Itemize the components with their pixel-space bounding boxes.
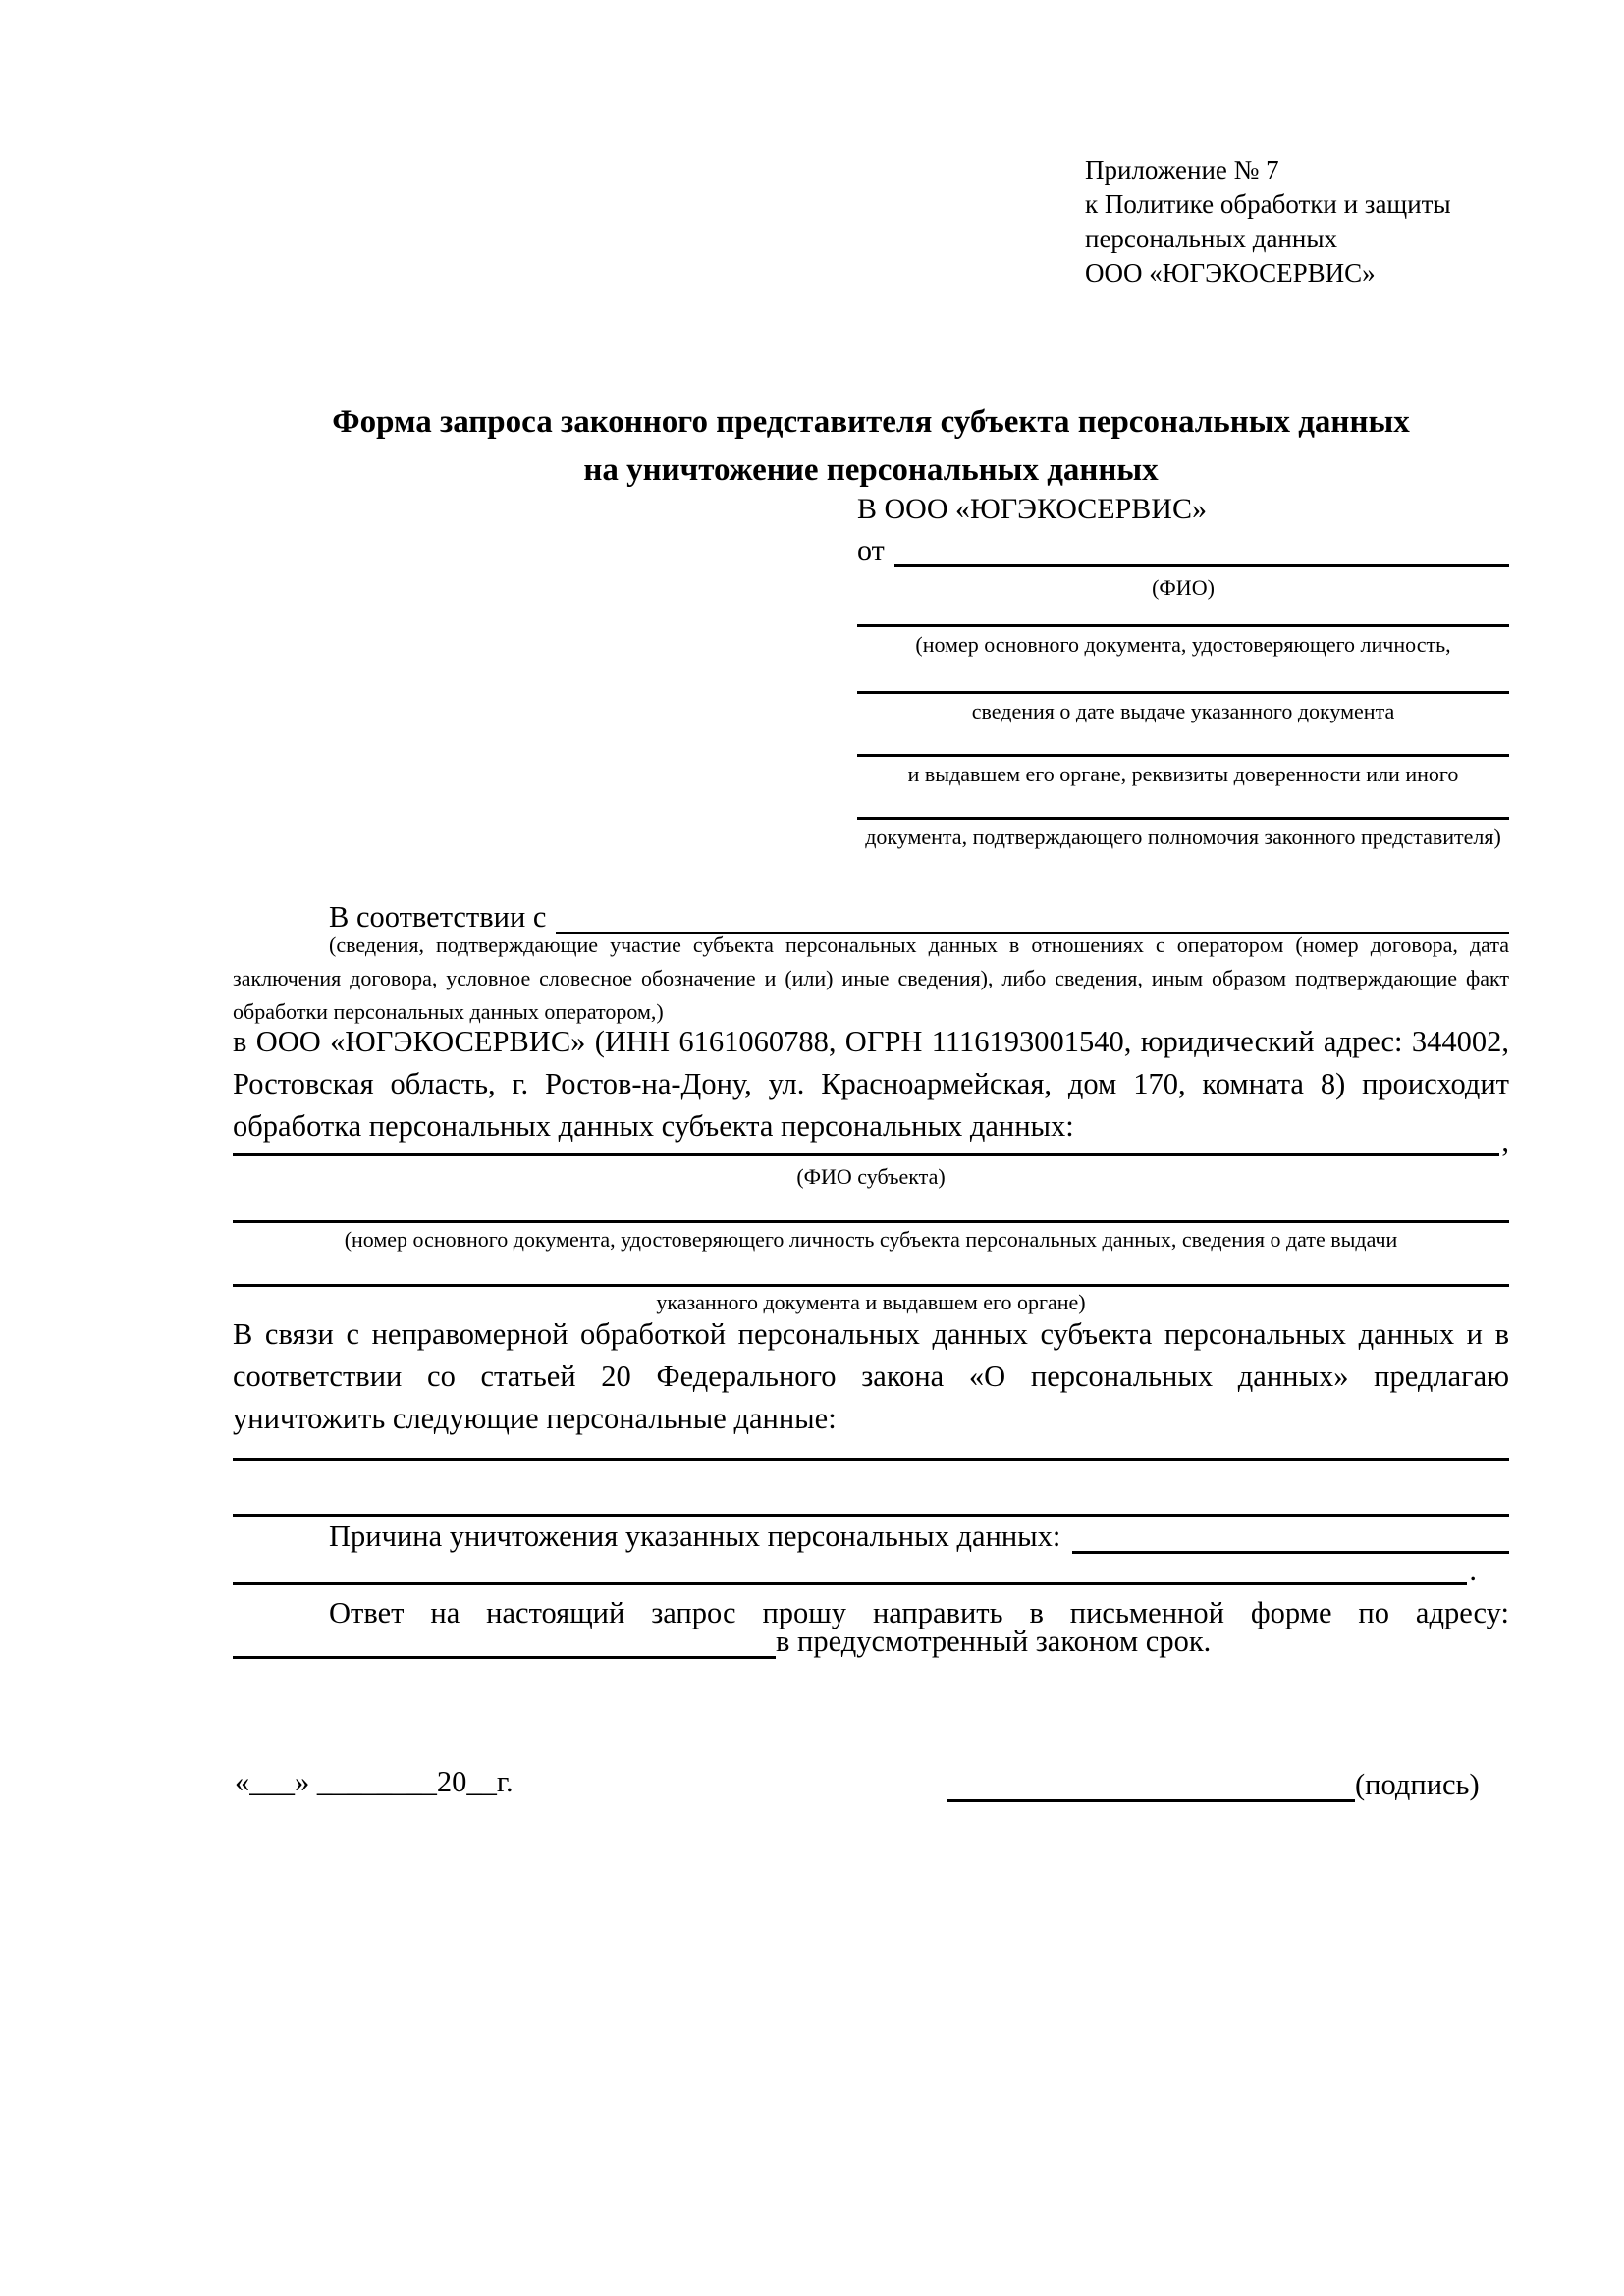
subject-doc-fill-line-2	[233, 1247, 1509, 1287]
reason-fill-line-2	[233, 1582, 1467, 1585]
rep-doc-caption-1: (номер основного документа, удостоверяющего личность,	[915, 632, 1451, 657]
reason-label: Причина уничтожения указанных персональных данных:	[329, 1520, 1061, 1553]
page-title	[233, 399, 1509, 495]
rep-doc-fill-line-1	[857, 589, 1509, 627]
subject-fio-fill-line	[233, 1153, 1499, 1156]
appendix-header	[1085, 153, 1451, 291]
subject-fio-row	[233, 1119, 1509, 1156]
fio-fill-line	[894, 564, 1509, 567]
rep-doc-fill-line-2	[857, 656, 1509, 694]
appendix-header-line: ООО «ЮГЭКОСЕРВИС»	[1085, 258, 1376, 288]
subject-doc-fill-line-1	[233, 1183, 1509, 1223]
signature-fill-line	[947, 1799, 1355, 1802]
appendix-header-line: к Политике обработки и защиты	[1085, 189, 1451, 219]
page-title-line-1: Форма запроса законного представителя субъекта персональных данных	[332, 404, 1410, 440]
reason-period: .	[1469, 1554, 1477, 1587]
rep-doc-fill-line-4	[857, 781, 1509, 820]
rep-doc-caption-3: и выдавшем его органе, реквизиты доверенности или иного	[907, 762, 1459, 786]
appendix-header-line: Приложение № 7	[1085, 155, 1279, 185]
from-label: от	[857, 534, 885, 566]
subject-line-comma: ,	[1501, 1125, 1509, 1158]
operator-paragraph: в ООО «ЮГЭКОСЕРВИС» (ИНН 6161060788, ОГРН 1116193001540, юридический адрес: 344002, Ростовская область, г. Ростов-на-Дону, ул. Красноармейская, дом 170, комната 8) происходит обработка персональных данных субъекта персональных данных:	[233, 1025, 1509, 1143]
reply-address-row	[233, 1622, 1211, 1659]
reply-tail: в предусмотренный законом срок.	[776, 1625, 1212, 1658]
appendix-header-line: персональных данных	[1085, 224, 1337, 253]
subject-fio-caption: (ФИО субъекта)	[796, 1164, 946, 1189]
reply-sentence: Ответ на настоящий запрос прошу направить в письменной форме по адресу:	[329, 1596, 1509, 1629]
subject-doc-caption-2: указанного документа и выдавшем его органе)	[656, 1290, 1086, 1314]
date-line: «___» ________20__г.	[235, 1765, 514, 1798]
page-title-line-2: на уничтожение персональных данных	[583, 453, 1159, 488]
destroy-data-fill-line-1	[233, 1420, 1509, 1461]
destroy-data-fill-line-2	[233, 1476, 1509, 1517]
destroy-paragraph: В связи с неправомерной обработкой персональных данных субъекта персональных данных и в соответствии со статьей 20 Федерального закона «О персональных данных» предлагаю уничтожить следующие персональные данные:	[233, 1317, 1509, 1435]
subject-doc-caption-1: (номер основного документа, удостоверяющего личность субъекта персональных данных, сведения о дате выдачи	[344, 1227, 1398, 1252]
signature-caption: (подпись)	[1355, 1768, 1480, 1801]
rep-doc-fill-line-3	[857, 719, 1509, 757]
from-row	[857, 530, 1509, 567]
recipient-org: В ООО «ЮГЭКОСЕРВИС»	[857, 493, 1207, 525]
fio-caption: (ФИО)	[1152, 575, 1215, 600]
accordance-note: (сведения, подтверждающие участие субъекта персональных данных в отношениях с оператором (номер договора, дата заключения договора, условное словесное обозначение и (или) иные сведения), либо сведения, иным образом подтверждающие факт обработки персональных данных оператором,)	[233, 933, 1509, 1024]
rep-doc-caption-4: документа, подтверждающего полномочия законного представителя)	[865, 825, 1501, 849]
accordance-label: В соответствии с	[329, 900, 547, 934]
reply-address-fill-line	[233, 1656, 776, 1659]
rep-doc-caption-2: сведения о дате выдаче указанного документа	[971, 699, 1395, 723]
reason-continuation-row	[233, 1548, 1477, 1585]
signature-row	[947, 1739, 1480, 1802]
